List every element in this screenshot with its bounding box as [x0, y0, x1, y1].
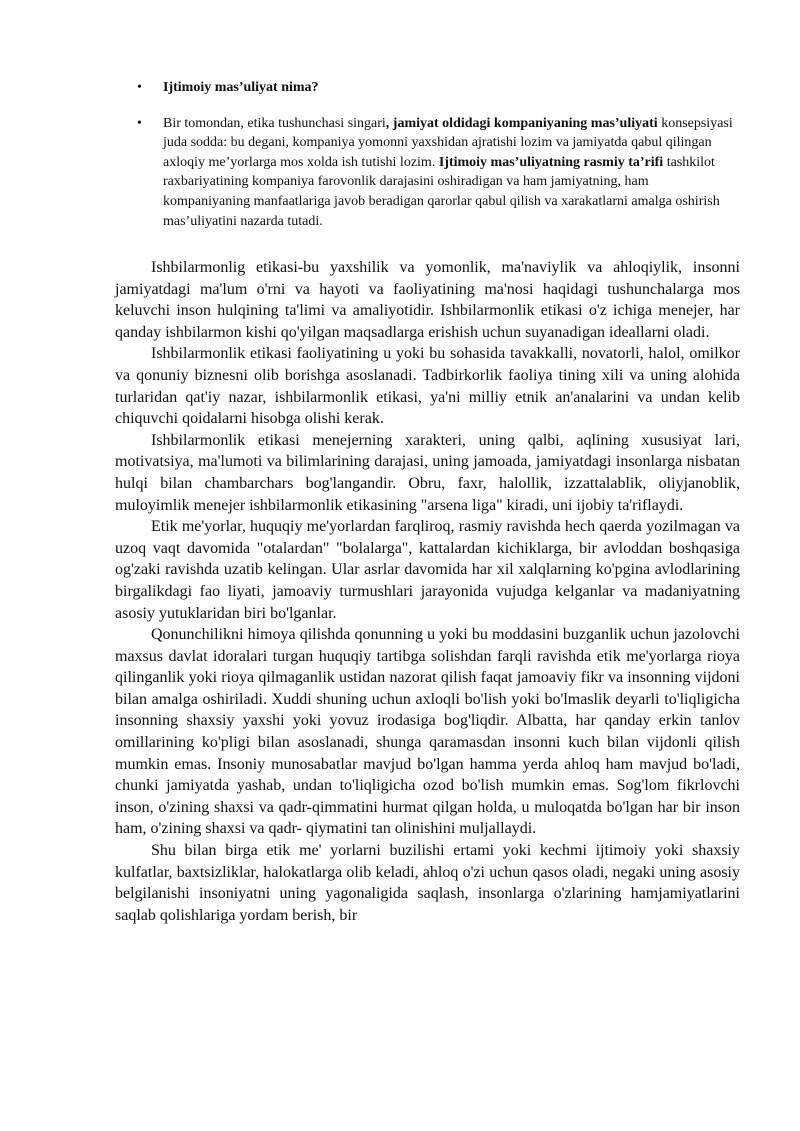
bullet-dot-icon: •: [137, 80, 142, 95]
paragraph-1: Ishbilarmonlig etikasi-bu yaxshilik va yomonlik, ma'naviylik va ahloqiylik, insonni jamiyatdagi ma'lum o'rni va hayoti va faoliyatining ma'nosi haqidagi tushunchalarga mos keluvchi inson hulqining ta'limi va amaliyotidir. Ishbilarmonlik etikasi o'z ichiga menejer, har qanday ishbilarmon kishi qo'yilgan maqsadlarga erishish uchun suyanadigan ideallarni oladi.: [115, 259, 740, 341]
paragraph-2: Ishbilarmonlik etikasi faoliyatining u yoki bu sohasida tavakkalli, novatorli, halol, omilkor va qonuniy biznesni olib borishga asoslanadi. Tadbirkorlik faoliya tining xili va uning alohida turlaridan qat'iy nazar, ishbilarmonlik etikasi, ya'ni milliy etnik an'analarini va undan kelib chiquvchi qoidalarni hisobga olishi kerak.: [115, 345, 740, 428]
bullet-list: [137, 78, 737, 231]
definition-text-bold2: Ijtimoiy mas’uliyatning rasmiy ta’rifi: [438, 154, 664, 170]
bullet-question-text: Ijtimoiy mas’uliyat nima?: [163, 80, 319, 95]
bullet-item-question: [137, 78, 737, 98]
definition-text-part3: konsepsiyasi juda sodda: bu degani, kompaniya yomonni yaxshidan ajratishi lozim va jamiyatda qabul qilingan axloqiy me’yorlarga mos xolda ish tutishi lozim.: [163, 115, 733, 170]
bullet-item-definition: [137, 114, 737, 232]
definition-text-bold1: , jamiyat oldidagi kompaniyaning mas’uliyati: [385, 115, 658, 131]
definition-text-part1: Bir tomondan, etika tushunchasi singari: [163, 115, 386, 131]
definition-text-part5: tashkilot raxbariyatining kompaniya farovonlik darajasini oshiradigan va ham jamiyatning, ham kompaniyaning manfaatlariga javob beradigan qarorlar qabul qilish va xarakatlarni amalga oshirish mas’uliyatini nazarda tutadi.: [163, 154, 720, 229]
body-text: [115, 257, 740, 926]
paragraph-3: Ishbilarmonlik etikasi menejerning xarakteri, uning qalbi, aqlining xususiyat lari, motivatsiya, ma'lumoti va bilimlarining darajasi, uning jamoada, jamiyatdagi insonlarga nisbatan hulqi bilan chambarchars bog'langandir. Obru, faxr, halollik, izzattalablik, oliyjanoblik, muloyimlik menejer ishbilarmonlik etikasining "arsena liga" kiradi, uni ijobiy ta'riflaydi.: [115, 431, 740, 514]
bullet-dot-icon: •: [137, 115, 142, 131]
paragraph-4: Etik me'yorlar, huquqiy me'yorlardan farqliroq, rasmiy ravishda hech qaerda yozilmagan va uzoq vaqt davomida "otalardan" "bolalarga", kattalardan kichiklarga, bir avloddan boshqasiga og'zaki ravishda uzatib kelingan. Ular asrlar davomida har xil xalqlarning ko'pgina avlodlarining birgalikdagi fao liyati, jamoaviy turmushlari jarayonida vujudga kelganlar va madaniyatning asosiy yutuklaridan biri bo'lganlar.: [115, 518, 740, 622]
paragraph-6: Shu bilan birga etik me' yorlarni buzilishi ertami yoki kechmi ijtimoiy yoki shaxsiy kulfatlar, baxtsizliklar, halokatlarga olib keladi, ahloq o'zi uchun qasos oladi, negaki uning asosiy belgilanishi insoniyatni uning yagonaligida saqlash, insonlarga o'zlarining hamjamiyatlarini saqlab qolishlariga yordam berish, bir: [115, 842, 740, 924]
paragraph-5: Qonunchilikni himoya qilishda qonunning u yoki bu moddasini buzganlik uchun jazolovchi maxsus davlat idoralari turgan huquqiy tartibga solishdan farqli ravishda etik me'yorlarga rioya qilinganlik yoki rioya qilmaganlik ustidan nazorat qilish faqat jamoaviy fikr va insonning vijdoni bilan amalga oshiriladi. Xuddi shuning uchun axloqli bo'lish yoki bo'lmaslik deyarli to'liqligicha insonning shaxsiy yaxshi yoki yovuz irodasiga bog'liqdir. Albatta, har qanday erkin tanlov omillarining ko'pligi bilan asoslanadi, shunga qaramasdan insonni kuch bilan vijdonli qilish mumkin emas. Insoniy munosabatlar mavjud bo'lgan hamma yerda ahloq ham mavjud bo'ladi, chunki jamiyatda yashab, undan to'liqligicha ozod bo'lish mumkin emas. Sog'lom fikrlovchi inson, o'zining shaxsi va qadr-qimmatini hurmat qilgan holda, u muloqatda bo'lgan har bir inson ham, o'zining shaxsi va qadr- qiymatini tan olinishini muljallaydi.: [115, 626, 740, 838]
